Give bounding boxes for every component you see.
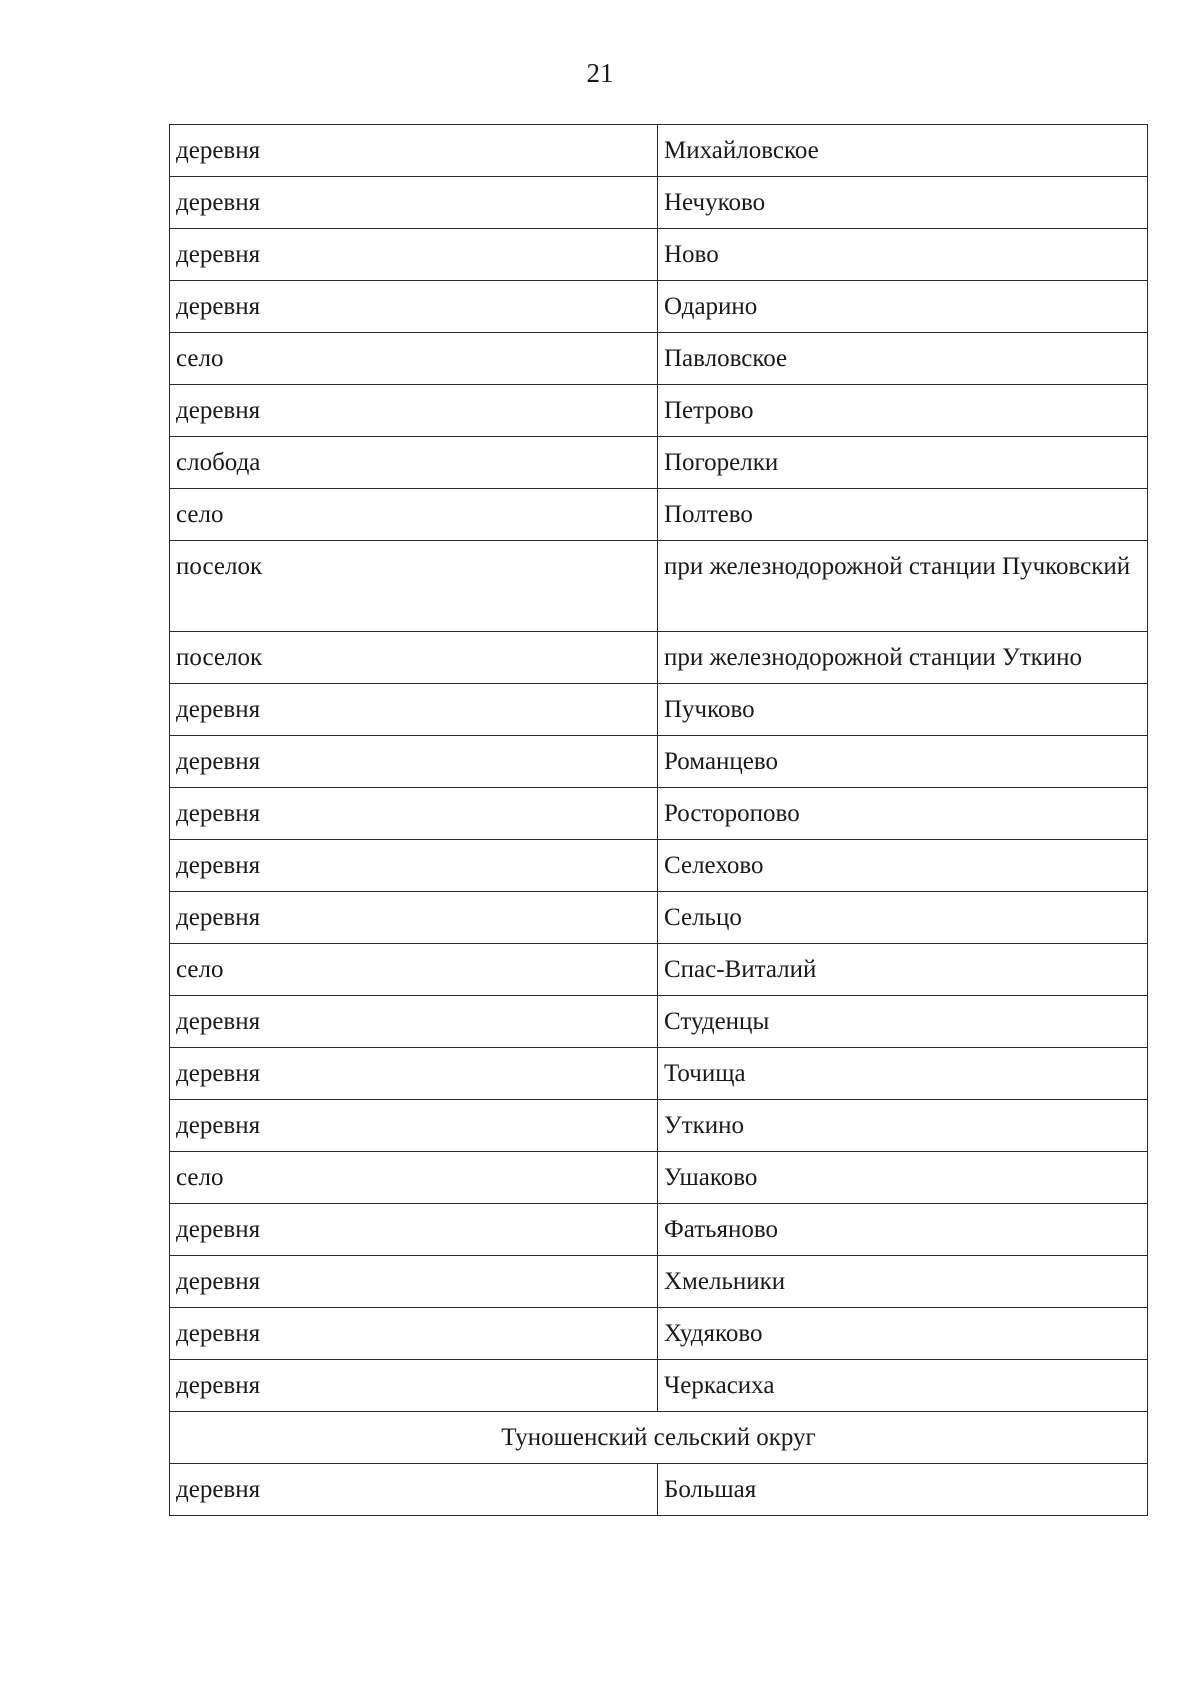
settlement-name-cell: Ново — [658, 229, 1148, 281]
settlement-type-cell: деревня — [170, 996, 658, 1048]
settlement-name-cell: при железнодорожной станции Пучковский — [658, 541, 1148, 632]
settlement-type-cell: деревня — [170, 684, 658, 736]
table-row — [170, 996, 1148, 1048]
settlement-type-cell: деревня — [170, 1204, 658, 1256]
settlement-type-cell: деревня — [170, 1360, 658, 1412]
settlement-name-cell: Пучково — [658, 684, 1148, 736]
settlement-type-cell: деревня — [170, 177, 658, 229]
table-row — [170, 684, 1148, 736]
settlement-name-cell: Точища — [658, 1048, 1148, 1100]
table-row — [170, 892, 1148, 944]
settlement-type-cell: деревня — [170, 840, 658, 892]
settlement-type-cell: деревня — [170, 1100, 658, 1152]
settlement-type-cell: село — [170, 1152, 658, 1204]
settlement-name-cell: Спас-Виталий — [658, 944, 1148, 996]
table-row — [170, 385, 1148, 437]
settlement-type-cell: деревня — [170, 788, 658, 840]
settlement-name-cell: Большая — [658, 1464, 1148, 1516]
table-row — [170, 1100, 1148, 1152]
table-row — [170, 1048, 1148, 1100]
table-row — [170, 1464, 1148, 1516]
settlement-type-cell: село — [170, 333, 658, 385]
table-row — [170, 1360, 1148, 1412]
table-row — [170, 229, 1148, 281]
table-row — [170, 177, 1148, 229]
settlement-name-cell: Полтево — [658, 489, 1148, 541]
settlement-type-cell: село — [170, 944, 658, 996]
table-row — [170, 1308, 1148, 1360]
settlement-name-cell: Ушаково — [658, 1152, 1148, 1204]
settlement-type-cell: деревня — [170, 229, 658, 281]
settlement-type-cell: деревня — [170, 385, 658, 437]
table-row — [170, 840, 1148, 892]
settlement-name-cell: Ростороповo — [658, 788, 1148, 840]
table-row — [170, 1204, 1148, 1256]
settlement-type-cell: деревня — [170, 736, 658, 788]
settlement-name-cell: Черкасиха — [658, 1360, 1148, 1412]
settlement-type-cell: село — [170, 489, 658, 541]
settlement-name-cell: Михайловское — [658, 125, 1148, 177]
settlement-type-cell: деревня — [170, 281, 658, 333]
settlement-type-cell: поселок — [170, 632, 658, 684]
table-row — [170, 333, 1148, 385]
settlement-type-cell: деревня — [170, 892, 658, 944]
table-row — [170, 541, 1148, 632]
settlement-type-cell: деревня — [170, 1048, 658, 1100]
settlement-name-cell: Селехово — [658, 840, 1148, 892]
table-row — [170, 1152, 1148, 1204]
settlement-name-cell: при железнодорожной станции Уткино — [658, 632, 1148, 684]
table-row — [170, 125, 1148, 177]
settlement-name-cell: Уткино — [658, 1100, 1148, 1152]
settlement-name-cell: Павловское — [658, 333, 1148, 385]
settlement-name-cell: Студенцы — [658, 996, 1148, 1048]
settlement-name-cell: Хмельники — [658, 1256, 1148, 1308]
section-heading-row — [170, 1412, 1148, 1464]
table-row — [170, 788, 1148, 840]
settlement-type-cell: деревня — [170, 125, 658, 177]
settlement-name-cell: Нечуково — [658, 177, 1148, 229]
settlement-type-cell: деревня — [170, 1308, 658, 1360]
settlement-name-cell: Петрово — [658, 385, 1148, 437]
settlements-table — [169, 124, 1148, 1516]
settlement-name-cell: Погорелки — [658, 437, 1148, 489]
table-row — [170, 1256, 1148, 1308]
settlement-name-cell: Сельцо — [658, 892, 1148, 944]
table-row — [170, 281, 1148, 333]
table-row — [170, 632, 1148, 684]
settlement-name-cell: Фатьяново — [658, 1204, 1148, 1256]
table-row — [170, 437, 1148, 489]
section-heading: Туношенский сельский округ — [170, 1412, 1148, 1464]
settlement-name-cell: Худяково — [658, 1308, 1148, 1360]
settlement-type-cell: деревня — [170, 1464, 658, 1516]
settlement-name-cell: Романцево — [658, 736, 1148, 788]
table-row — [170, 944, 1148, 996]
settlement-type-cell: деревня — [170, 1256, 658, 1308]
settlement-name-cell: Одарино — [658, 281, 1148, 333]
page-number: 21 — [586, 58, 614, 88]
table-row — [170, 736, 1148, 788]
settlement-type-cell: поселок — [170, 541, 658, 632]
settlement-type-cell: слобода — [170, 437, 658, 489]
table-row — [170, 489, 1148, 541]
